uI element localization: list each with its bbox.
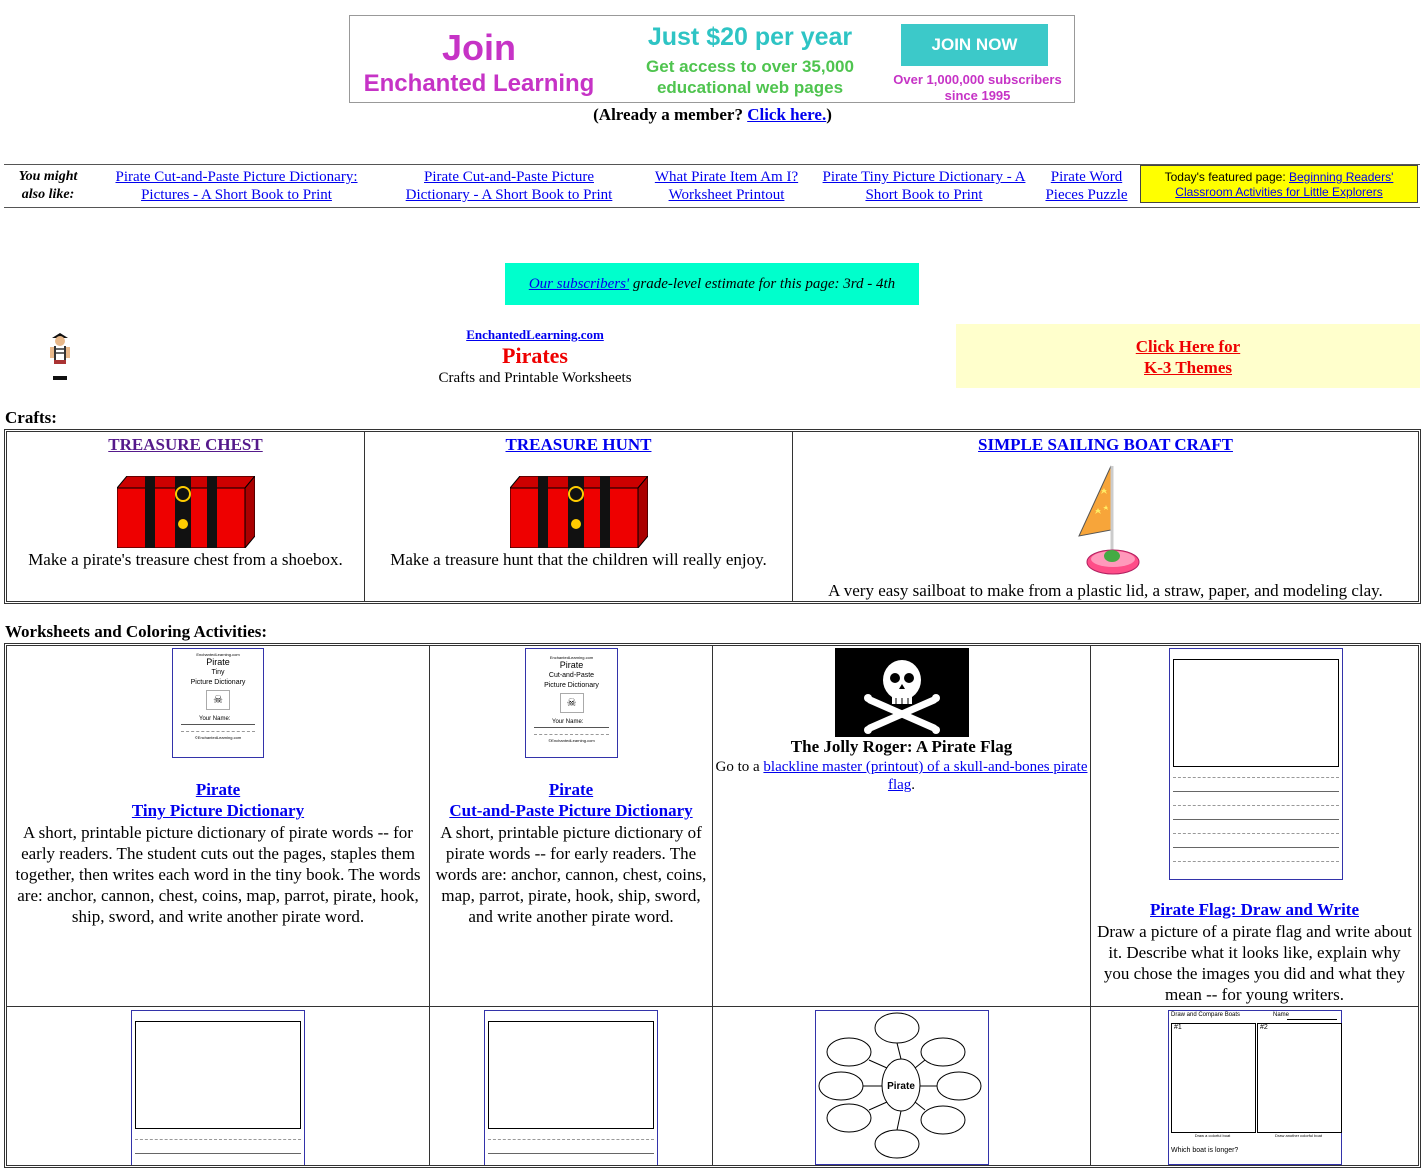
thumb-line-1: Pirate bbox=[559, 660, 584, 670]
compare-number-2: #2 bbox=[1260, 1024, 1268, 1031]
also-like-link-1[interactable]: Pirate Cut-and-Paste Picture Dictionary: Pictures - A Short Book to Print bbox=[115, 169, 358, 203]
jolly-roger-title: The Jolly Roger: A Pirate Flag bbox=[790, 737, 1013, 756]
page-subtitle: Crafts and Printable Worksheets bbox=[438, 370, 632, 386]
crafts-heading: Crafts: bbox=[5, 408, 57, 427]
cut-paste-dictionary-link-1[interactable]: Pirate bbox=[548, 780, 594, 799]
featured-prefix: Today's featured page: bbox=[1164, 170, 1289, 184]
banner-brand-text: Enchanted Learning bbox=[363, 70, 595, 97]
compare-title: Draw and Compare Boats bbox=[1171, 1012, 1241, 1018]
thumb-line-2: Cut-and-Paste bbox=[548, 672, 595, 679]
compare-name: Name bbox=[1273, 1012, 1290, 1018]
also-like-link-5[interactable]: Pirate Word Pieces Puzzle bbox=[1045, 169, 1128, 203]
k3-themes-link[interactable] bbox=[1136, 337, 1240, 377]
also-like-label: You might also like: bbox=[18, 169, 78, 202]
thumb-foot: ©EnchantedLearning.com bbox=[194, 735, 242, 740]
banner-subscribers-text: Over 1,000,000 subscribers since 1995 bbox=[893, 72, 1062, 103]
subscribers-link[interactable]: Our subscribers' bbox=[528, 276, 630, 292]
member-prefix: (Already a member? bbox=[593, 105, 748, 124]
tiny-dictionary-link-1[interactable]: Pirate bbox=[195, 780, 241, 799]
k3-line-1: Click Here for bbox=[1135, 337, 1241, 356]
thumb-site: EnchantedLearning.com bbox=[549, 655, 594, 660]
compare-number-1: #1 bbox=[1174, 1024, 1182, 1031]
jolly-roger-desc-prefix: Go to a bbox=[715, 759, 764, 775]
craft-cell-treasure-chest bbox=[6, 431, 365, 602]
treasure-hunt-image bbox=[510, 476, 648, 548]
member-login-link[interactable]: Click here. bbox=[747, 105, 827, 124]
treasure-chest-image bbox=[117, 476, 255, 548]
thumb-foot: ©EnchantedLearning.com bbox=[548, 738, 595, 743]
cut-paste-dictionary-link-2[interactable]: Cut-and-Paste Picture Dictionary bbox=[449, 801, 693, 820]
thumb-name: Your Name: bbox=[199, 716, 231, 722]
sailing-boat-desc: A very easy sailboat to make from a plastic lid, a straw, paper, and modeling clay. bbox=[828, 581, 1383, 600]
grade-estimate-box bbox=[505, 263, 919, 305]
grade-estimate-text: grade-level estimate for this page: 3rd - 4th bbox=[629, 276, 896, 292]
subscription-banner[interactable] bbox=[349, 15, 1075, 103]
treasure-chest-desc: Make a pirate's treasure chest from a shoebox. bbox=[28, 550, 343, 569]
banner-price-text: Just $20 per year bbox=[647, 23, 853, 51]
sailboat-image bbox=[1071, 464, 1141, 582]
worksheet-cell-bottom-2 bbox=[429, 1006, 713, 1166]
worksheet-cell-tiny-dictionary bbox=[6, 645, 430, 1007]
craft-cell-sailing-boat bbox=[792, 431, 1419, 602]
flag-draw-write-link[interactable]: Pirate Flag: Draw and Write bbox=[1150, 900, 1359, 919]
featured-page-box bbox=[1140, 165, 1418, 203]
treasure-chest-link[interactable]: TREASURE CHEST bbox=[108, 435, 263, 454]
tiny-dictionary-thumbnail[interactable] bbox=[172, 648, 264, 758]
banner-access-text: Get access to over 35,000 educational web pages bbox=[646, 57, 854, 97]
also-like-link-4[interactable]: Pirate Tiny Picture Dictionary - A Short Book to Print bbox=[822, 169, 1026, 203]
sailing-boat-link[interactable]: SIMPLE SAILING BOAT CRAFT bbox=[978, 435, 1233, 454]
thumb-line-1: Pirate bbox=[206, 657, 230, 667]
also-like-link-2[interactable]: Pirate Cut-and-Paste Picture Dictionary - A Short Book to Print bbox=[405, 169, 613, 203]
worksheet-cell-bottom-3 bbox=[712, 1006, 1091, 1166]
member-login-line bbox=[0, 105, 1425, 125]
k3-themes-box bbox=[956, 324, 1420, 388]
pirate-icon bbox=[47, 332, 73, 382]
featured-page-link[interactable]: Beginning Readers' Classroom Activities for Little Explorers bbox=[1175, 170, 1394, 199]
jolly-roger-flag-image[interactable] bbox=[835, 648, 969, 737]
skull-bones-flag-link[interactable]: blackline master (printout) of a skull-and-bones pirate flag bbox=[763, 759, 1088, 793]
k3-line-2: K-3 Themes bbox=[1144, 358, 1232, 377]
worksheet-cell-jolly-roger bbox=[712, 645, 1091, 1007]
site-home-link[interactable]: EnchantedLearning.com bbox=[466, 327, 604, 342]
cut-paste-dictionary-thumbnail[interactable] bbox=[525, 648, 618, 758]
worksheet-cell-bottom-1 bbox=[6, 1006, 430, 1166]
draw-write-thumbnail-1[interactable] bbox=[131, 1010, 305, 1166]
thumb-line-3: Picture Dictionary bbox=[190, 679, 246, 686]
skull-icon: ☠ bbox=[206, 690, 230, 710]
skull-icon: ☠ bbox=[560, 693, 584, 713]
page-title: Pirates bbox=[502, 343, 568, 368]
compare-caption-2: Draw another colorful boat bbox=[1275, 1133, 1322, 1138]
thumb-line-3: Picture Dictionary bbox=[544, 682, 599, 689]
flag-draw-write-desc: Draw a picture of a pirate flag and write about it. Describe what it looks like, explain why you chose the images you did and what they mean -- for young writers. bbox=[1097, 922, 1412, 1004]
jolly-roger-desc bbox=[715, 758, 1088, 794]
compare-boats-thumbnail[interactable] bbox=[1168, 1010, 1342, 1165]
flag-draw-write-thumbnail[interactable] bbox=[1169, 648, 1343, 880]
cut-paste-dictionary-desc: A short, printable picture dictionary of pirate words -- for early readers. The words are: anchor, cannon, chest, coins, map, parrot, pirate, hook, ship, sword, and write another pirate word. bbox=[435, 823, 707, 926]
tiny-dictionary-desc: A short, printable picture dictionary of pirate words -- for early readers. The student cuts out the pages, staples them together, then writes each word in the tiny book. The words are: anchor, cannon, chest, coins, map, parrot, pirate, hook, ship, sword, and write another pirate word. bbox=[15, 823, 421, 926]
member-suffix: ) bbox=[826, 105, 832, 124]
join-now-button[interactable]: JOIN NOW bbox=[901, 24, 1048, 66]
thumb-site: EnchantedLearning.com bbox=[196, 652, 240, 657]
treasure-hunt-link[interactable]: TREASURE HUNT bbox=[505, 435, 652, 454]
worksheets-heading: Worksheets and Coloring Activities: bbox=[5, 622, 268, 641]
compare-caption-1: Draw a colorful boat bbox=[1194, 1133, 1231, 1138]
thumb-name: Your Name: bbox=[552, 719, 584, 725]
banner-join-text: Join bbox=[441, 27, 516, 68]
tiny-dictionary-link-2[interactable]: Tiny Picture Dictionary bbox=[131, 801, 305, 820]
worksheet-cell-cut-paste-dictionary bbox=[429, 645, 713, 1007]
pirate-word-web-thumbnail[interactable] bbox=[815, 1010, 989, 1165]
word-web-center: Pirate bbox=[887, 1081, 915, 1092]
draw-write-thumbnail-2[interactable] bbox=[484, 1010, 658, 1166]
also-like-link-3[interactable]: What Pirate Item Am I? Worksheet Printout bbox=[654, 169, 799, 203]
jolly-roger-desc-suffix: . bbox=[911, 777, 916, 793]
treasure-hunt-desc: Make a treasure hunt that the children will really enjoy. bbox=[390, 550, 767, 569]
worksheet-cell-bottom-4 bbox=[1090, 1006, 1419, 1166]
thumb-line-2: Tiny bbox=[211, 669, 225, 676]
worksheet-cell-flag-draw-write bbox=[1090, 645, 1419, 1007]
craft-cell-treasure-hunt bbox=[364, 431, 793, 602]
compare-question: Which boat is longer? bbox=[1171, 1147, 1239, 1154]
